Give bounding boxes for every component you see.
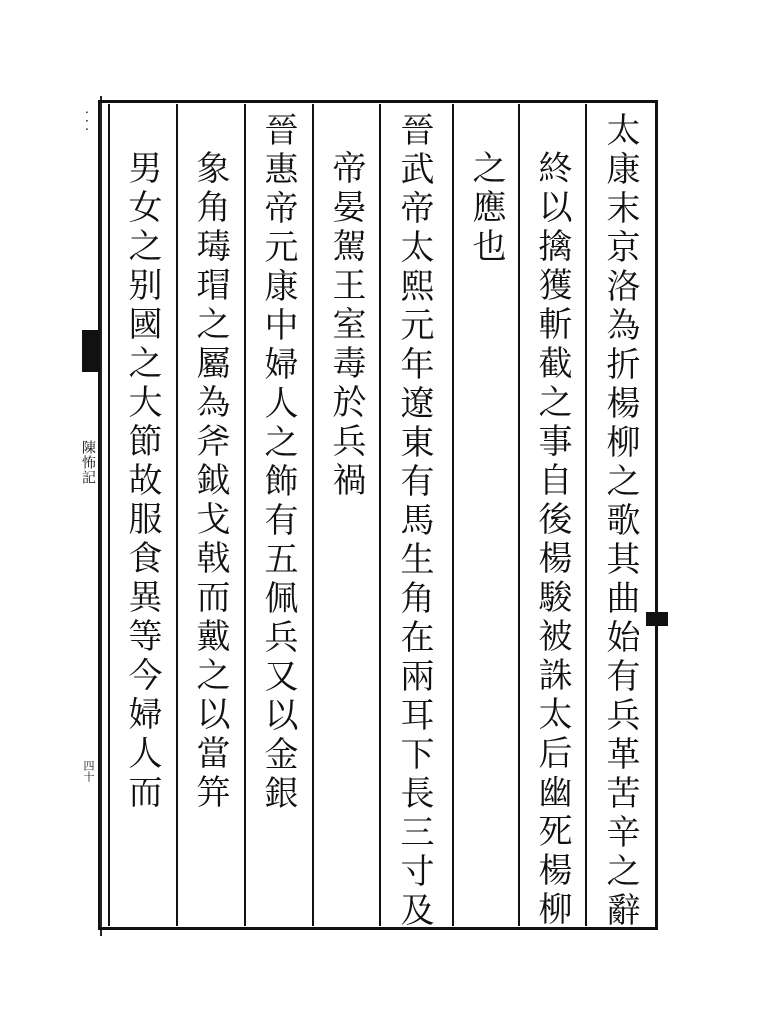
margin-title: 陳怖記 xyxy=(80,440,96,485)
margin-black-block xyxy=(82,330,98,372)
margin-page-number: 四十 xyxy=(82,760,95,782)
margin-head: ... xyxy=(82,110,98,136)
column-divider xyxy=(452,104,454,926)
page-frame xyxy=(98,100,658,930)
column-divider xyxy=(585,104,587,926)
column-divider xyxy=(176,104,178,926)
text-column-3: 之應也 xyxy=(466,150,506,267)
text-column-1: 太康末京洛為折楊柳之歌其曲始有兵革苦辛之辭 xyxy=(600,112,640,931)
text-column-7: 象角瑇瑁之屬為斧鉞戈戟而戴之以當笄 xyxy=(190,150,230,813)
text-column-4: 晉武帝太熙元年遼東有馬生角在兩耳下長三寸及 xyxy=(394,112,434,931)
column-divider xyxy=(518,104,520,926)
column-divider xyxy=(244,104,246,926)
page-tab-mark xyxy=(646,612,668,626)
text-column-2: 終以擒獲斬截之事自後楊駿被誅太后幽死楊柳 xyxy=(532,150,572,930)
column-divider xyxy=(312,104,314,926)
column-divider xyxy=(108,104,110,926)
text-column-8: 男女之别國之大節故服食異等今婦人而 xyxy=(122,150,162,813)
column-divider xyxy=(379,104,381,926)
text-column-6: 晉惠帝元康中婦人之飾有五佩兵又以金銀 xyxy=(258,112,298,814)
text-column-5: 帝晏駕王室毒於兵禍 xyxy=(326,150,366,501)
